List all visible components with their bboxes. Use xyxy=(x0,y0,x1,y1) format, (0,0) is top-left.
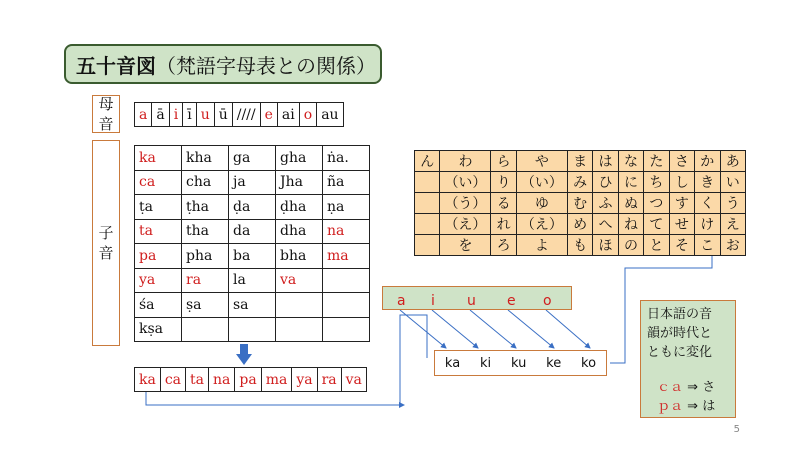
consonant-cell: ca xyxy=(135,170,182,195)
selected-consonant-cell: va xyxy=(341,368,366,392)
kana-cell: の xyxy=(618,235,643,256)
kana-cell: あ xyxy=(720,151,746,172)
kana-cell: つ xyxy=(644,193,669,214)
kana-cell: ら xyxy=(491,151,516,172)
kana-cell: ね xyxy=(618,214,643,235)
consonant-cell: tha xyxy=(182,219,229,244)
vowel-e: e xyxy=(507,293,516,309)
consonants-label-char-2: 音 xyxy=(98,244,114,262)
title-main: 五十音図 xyxy=(76,53,156,78)
ka-row xyxy=(434,350,607,376)
consonant-cell: cha xyxy=(182,170,229,195)
kana-row xyxy=(415,235,746,256)
kana-cell: （え） xyxy=(440,214,491,235)
vowel-cell: ā xyxy=(152,103,169,127)
example-from: ｐａ xyxy=(657,399,684,414)
consonant-cell: ka xyxy=(135,146,182,171)
selected-consonant-cell: ca xyxy=(160,368,185,392)
kana-cell: を xyxy=(440,235,491,256)
kana-cell: う xyxy=(720,193,746,214)
consonant-cell: ṭha xyxy=(182,195,229,220)
kana-cell: よ xyxy=(516,235,567,256)
kana-cell: ん xyxy=(415,151,440,172)
consonant-cell: kha xyxy=(182,146,229,171)
consonant-cell: śa xyxy=(135,293,182,318)
consonant-cell: ta xyxy=(135,219,182,244)
kana-cell: り xyxy=(491,172,516,193)
example-arrow: ⇒ xyxy=(687,380,699,395)
consonant-cell: ra xyxy=(182,268,229,293)
kana-cell: ゆ xyxy=(516,193,567,214)
kana-cell: （う） xyxy=(440,193,491,214)
consonant-cell: ba xyxy=(229,244,276,269)
consonant-cell: ña xyxy=(323,170,370,195)
kana-cell: み xyxy=(567,172,592,193)
kana-cell: （い） xyxy=(516,172,567,193)
kana-cell: す xyxy=(669,193,694,214)
kana-cell: （い） xyxy=(440,172,491,193)
kana-cell: む xyxy=(567,193,592,214)
vowel-bar xyxy=(382,286,572,310)
consonant-cell: ḍha xyxy=(276,195,323,220)
consonant-cell: sa xyxy=(229,293,276,318)
kana-cell: も xyxy=(567,235,592,256)
consonant-cell: ṇa xyxy=(323,195,370,220)
kana-cell: さ xyxy=(669,151,694,172)
ka-row-item: ku xyxy=(510,355,527,371)
page-number: 5 xyxy=(733,424,740,435)
kana-cell: （え） xyxy=(516,214,567,235)
consonant-cell: bha xyxy=(276,244,323,269)
vowel-cell: e xyxy=(260,103,277,127)
note-line: 韻が時代と xyxy=(647,326,713,341)
selected-consonant-cell: na xyxy=(209,368,235,392)
kana-cell xyxy=(415,172,440,193)
consonant-cell: ṭa xyxy=(135,195,182,220)
note-box xyxy=(640,300,736,418)
consonant-cell: pha xyxy=(182,244,229,269)
kana-cell: ち xyxy=(644,172,669,193)
vowel-cell: //// xyxy=(232,103,260,127)
kana-cell: ふ xyxy=(593,193,618,214)
note-example-2 xyxy=(647,397,729,416)
kana-cell: け xyxy=(695,214,720,235)
consonant-cell: ga xyxy=(229,146,276,171)
consonant-cell: Jha xyxy=(276,170,323,195)
vowel-cell: i xyxy=(169,103,182,127)
selected-consonant-cell: ma xyxy=(261,368,292,392)
kana-cell: ぬ xyxy=(618,193,643,214)
kana-row xyxy=(415,151,746,172)
consonants-label-char-1: 子 xyxy=(98,224,114,242)
example-to: さ xyxy=(702,380,716,395)
vowels-label-char-1: 母 xyxy=(98,95,114,113)
kana-cell xyxy=(415,193,440,214)
kana-cell: か xyxy=(695,151,720,172)
consonant-cell: gha xyxy=(276,146,323,171)
kana-cell: せ xyxy=(669,214,694,235)
consonant-cell: dha xyxy=(276,219,323,244)
consonant-cell: ṅa. xyxy=(323,146,370,171)
selected-consonant-cell: ka xyxy=(135,368,161,392)
kana-cell: こ xyxy=(695,235,720,256)
kana-row xyxy=(415,172,746,193)
ka-row-item: ki xyxy=(480,355,492,371)
kana-cell: い xyxy=(720,172,746,193)
selected-consonant-cell: ya xyxy=(292,368,317,392)
ka-row-item: ka xyxy=(444,355,461,371)
ka-row-item: ke xyxy=(546,355,562,371)
vowel-o: o xyxy=(543,293,552,309)
vowel-a: a xyxy=(397,293,406,309)
kana-cell: や xyxy=(516,151,567,172)
kana-cell: ひ xyxy=(593,172,618,193)
vowel-cell: au xyxy=(317,103,343,127)
kana-cell: ろ xyxy=(491,235,516,256)
example-from: ｃａ xyxy=(657,380,684,395)
consonant-cell: ma xyxy=(323,244,370,269)
selected-consonant-cell: ta xyxy=(186,368,209,392)
kana-cell: ほ xyxy=(593,235,618,256)
kana-cell: て xyxy=(644,214,669,235)
kana-cell: き xyxy=(695,172,720,193)
kana-cell: め xyxy=(567,214,592,235)
vowel-cell: u xyxy=(196,103,214,127)
kana-cell: ま xyxy=(567,151,592,172)
example-to: は xyxy=(702,399,716,414)
consonant-cell: kṣa xyxy=(135,317,182,342)
vowel-u: u xyxy=(467,293,476,309)
kana-cell: に xyxy=(618,172,643,193)
selected-consonant-cell: pa xyxy=(235,368,261,392)
consonant-cell: da xyxy=(229,219,276,244)
vowel-cell: a xyxy=(135,103,152,127)
kana-cell: と xyxy=(644,235,669,256)
kana-cell: な xyxy=(618,151,643,172)
kana-row xyxy=(415,214,746,235)
vowel-cell: ai xyxy=(277,103,299,127)
vowel-cell: ū xyxy=(214,103,232,127)
ka-row-item: ko xyxy=(581,355,597,371)
example-arrow: ⇒ xyxy=(687,399,699,414)
vowel-cell: o xyxy=(299,103,316,127)
consonant-cell: ṣa xyxy=(182,293,229,318)
kana-cell: れ xyxy=(491,214,516,235)
vowel-cell: ī xyxy=(183,103,196,127)
consonant-cell: ḍa xyxy=(229,195,276,220)
kana-cell: は xyxy=(593,151,618,172)
consonant-cell: pa xyxy=(135,244,182,269)
kana-cell: そ xyxy=(669,235,694,256)
consonant-cell: ya xyxy=(135,268,182,293)
kana-cell: た xyxy=(644,151,669,172)
kana-cell: え xyxy=(720,214,746,235)
note-example-1 xyxy=(647,378,729,397)
kana-cell: わ xyxy=(440,151,491,172)
title-sub: （梵語字母表との関係） xyxy=(156,53,376,78)
kana-row xyxy=(415,193,746,214)
consonant-cell: ja xyxy=(229,170,276,195)
note-line: 日本語の音 xyxy=(647,307,713,322)
note-line: ともに変化 xyxy=(647,345,713,360)
kana-cell xyxy=(415,235,440,256)
kana-cell: へ xyxy=(593,214,618,235)
kana-cell: お xyxy=(720,235,746,256)
kana-cell: く xyxy=(695,193,720,214)
kana-table xyxy=(414,150,746,256)
consonant-cell: va xyxy=(276,268,323,293)
vowel-i: i xyxy=(431,293,435,309)
selected-consonant-cell: ra xyxy=(317,368,341,392)
kana-cell: る xyxy=(491,193,516,214)
kana-cell: し xyxy=(669,172,694,193)
consonant-cell: la xyxy=(229,268,276,293)
vowels-label-char-2: 音 xyxy=(98,115,114,133)
consonant-cell: na xyxy=(323,219,370,244)
kana-cell xyxy=(415,214,440,235)
